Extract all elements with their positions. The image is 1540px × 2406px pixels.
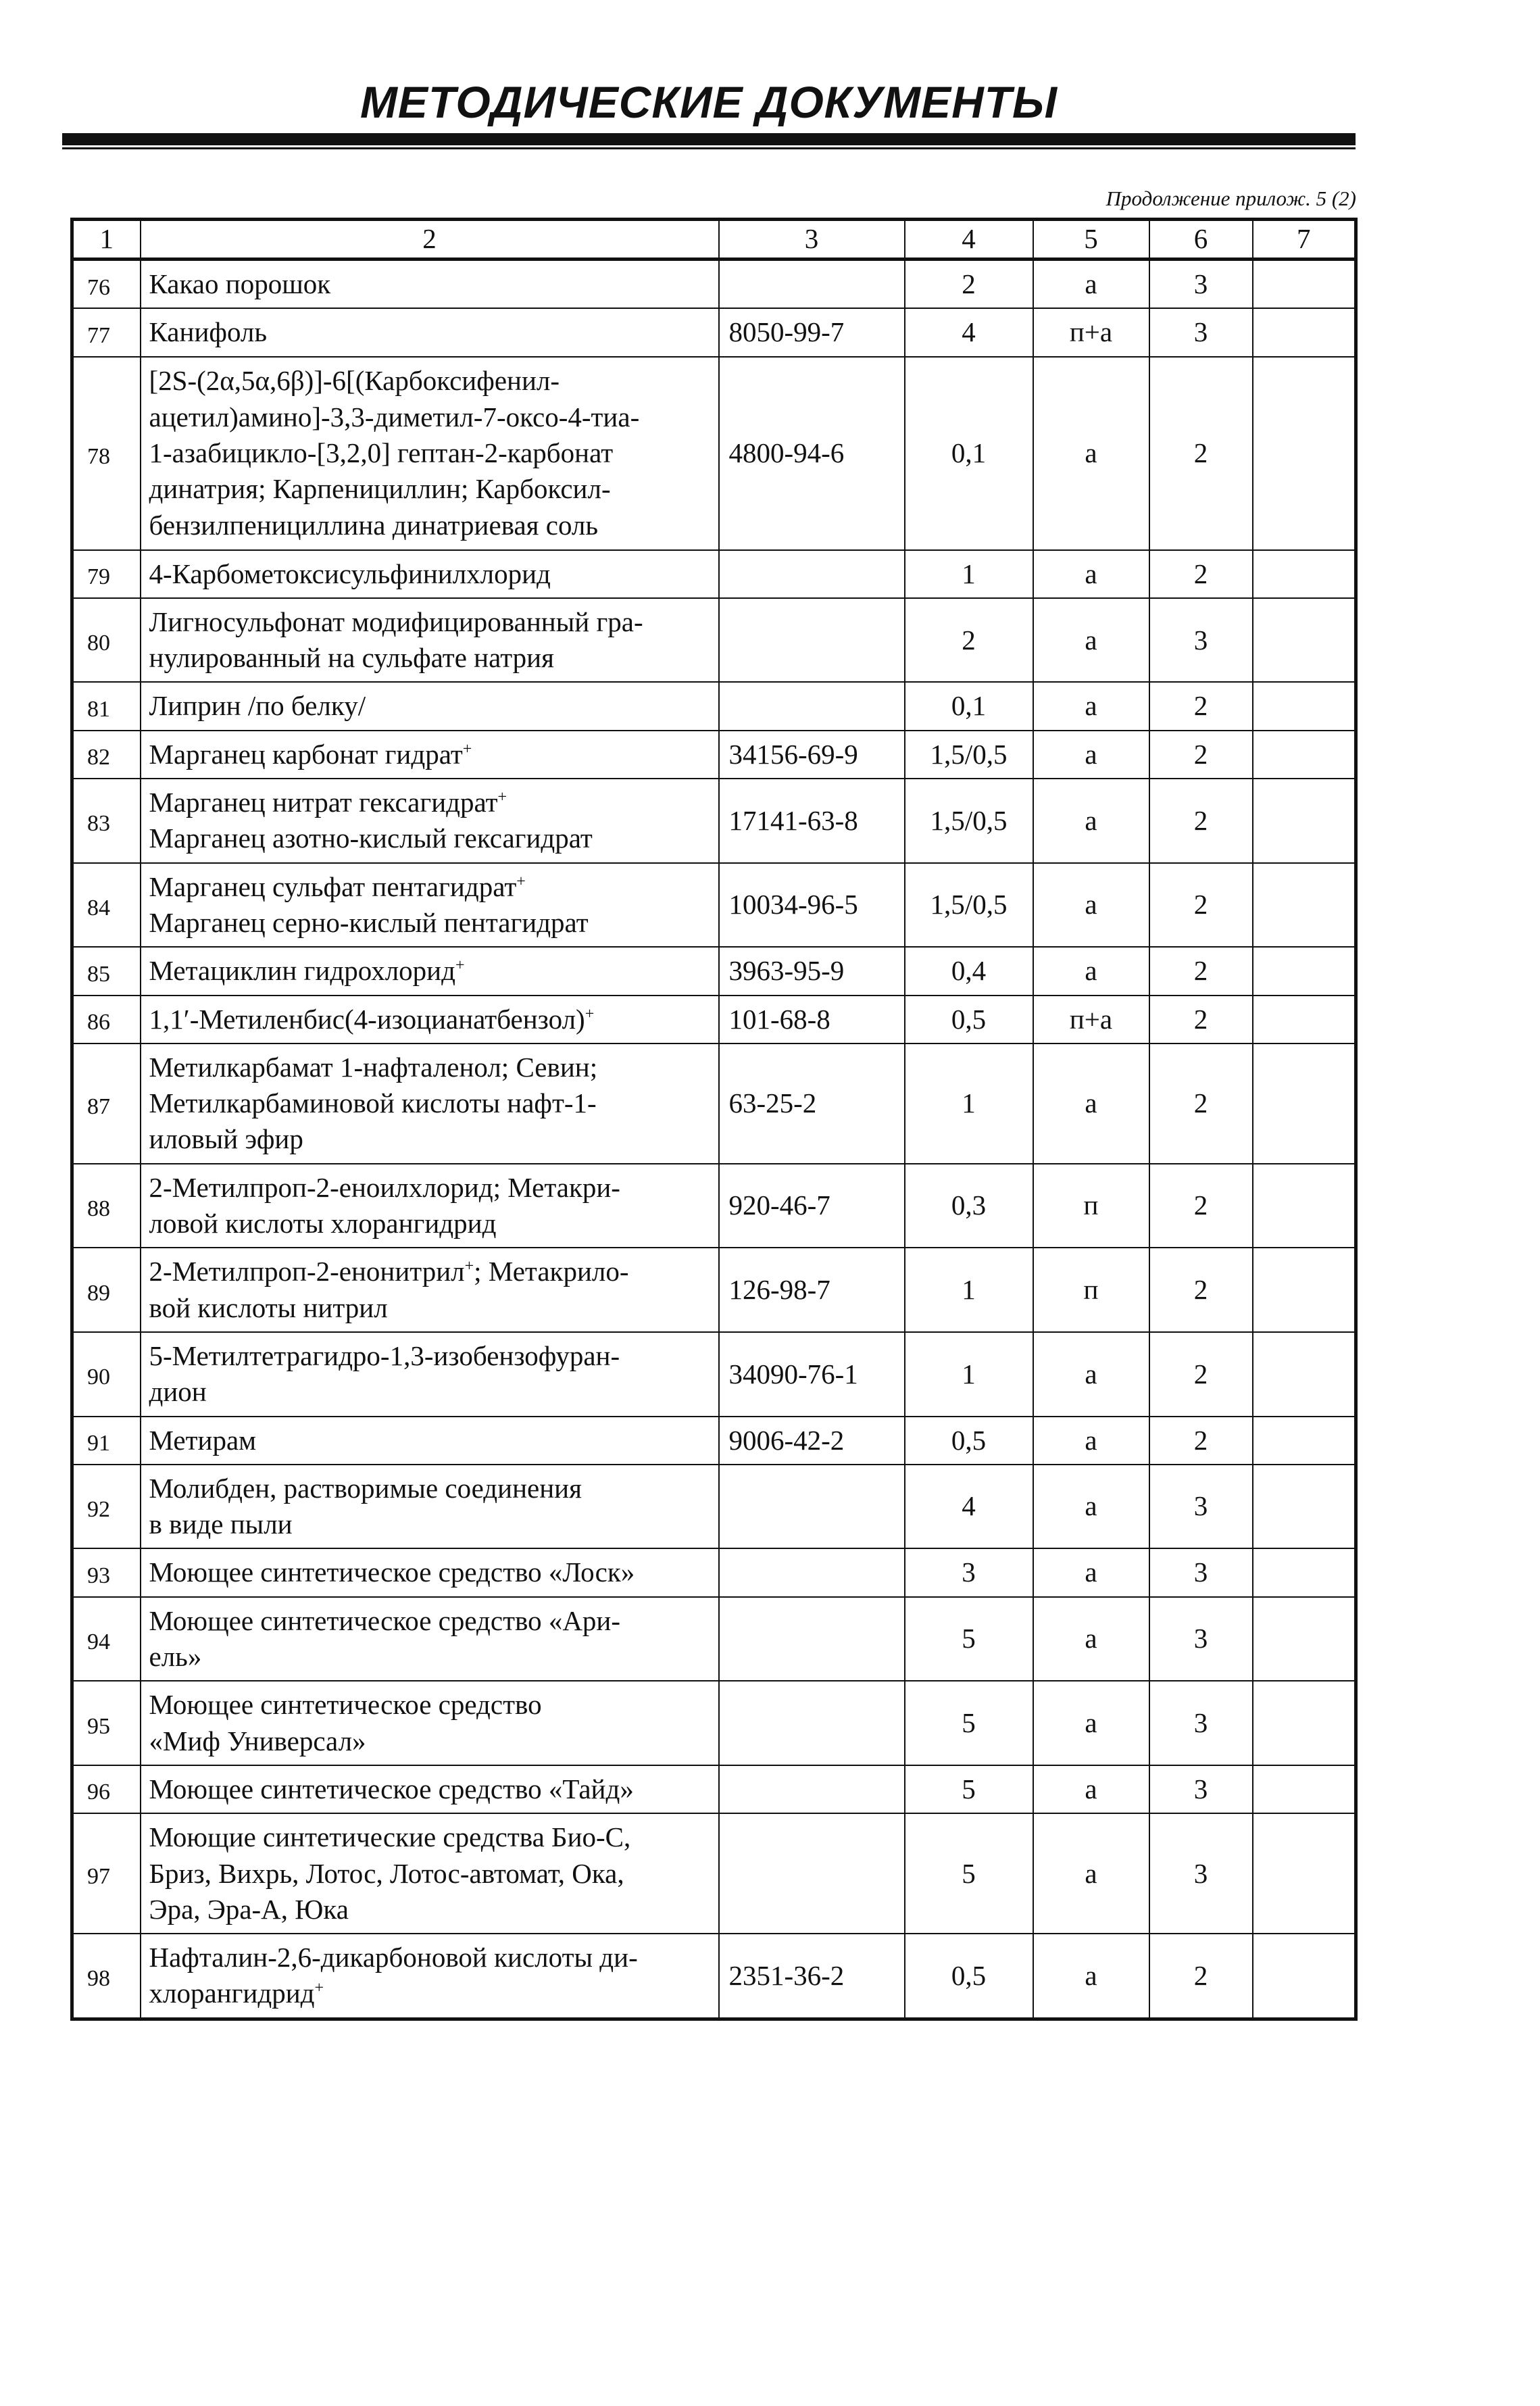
substance-name-line: Моющие синтетические средства Био-С,	[149, 1821, 631, 1853]
aggregate-state: а	[1033, 1044, 1149, 1164]
cas-number: 920-46-7	[719, 1164, 905, 1248]
hazard-class: 3	[1149, 1597, 1253, 1681]
row-number: 92	[72, 1465, 141, 1549]
column-header: 5	[1033, 220, 1149, 260]
aggregate-state: а	[1033, 1934, 1149, 2019]
row-number: 90	[72, 1332, 141, 1417]
table-row	[72, 308, 1356, 356]
note-cell	[1253, 1681, 1356, 1765]
substance-name-line: Бриз, Вихрь, Лотос, Лотос-автомат, Ока,	[149, 1857, 624, 1889]
substance-name-line: ловой кислоты хлорангидрид	[149, 1208, 497, 1239]
hazard-class: 2	[1149, 947, 1253, 995]
mac-value: 1,5/0,5	[905, 779, 1033, 863]
substance-name-line: Какао порошок	[149, 268, 331, 299]
substance-name-line: Канифоль	[149, 316, 268, 348]
note-cell	[1253, 996, 1356, 1044]
table-row	[72, 1248, 1356, 1332]
hazard-class: 3	[1149, 1465, 1253, 1549]
substance-name-line: вой кислоты нитрил	[149, 1292, 388, 1323]
note-cell	[1253, 1597, 1356, 1681]
row-number: 95	[72, 1681, 141, 1765]
mac-value: 0,5	[905, 1417, 1033, 1465]
note-cell	[1253, 1164, 1356, 1248]
cas-number	[719, 1765, 905, 1813]
substance-name	[141, 1681, 719, 1765]
row-number: 88	[72, 1164, 141, 1248]
note-cell	[1253, 1765, 1356, 1813]
row-number: 89	[72, 1248, 141, 1332]
substance-name	[141, 1332, 719, 1417]
aggregate-state: а	[1033, 1417, 1149, 1465]
substance-name	[141, 1934, 719, 2019]
note-cell	[1253, 863, 1356, 948]
note-cell	[1253, 1934, 1356, 2019]
hazard-class: 2	[1149, 1248, 1253, 1332]
substance-name	[141, 682, 719, 730]
substance-name-line: Эра, Эра-А, Юка	[149, 1893, 349, 1925]
hazard-class: 2	[1149, 996, 1253, 1044]
substance-name-line: Марганец нитрат гексагидрат+	[149, 787, 507, 818]
cas-number: 4800-94-6	[719, 357, 905, 550]
cas-number: 9006-42-2	[719, 1417, 905, 1465]
substance-name-line: ель»	[149, 1641, 202, 1673]
cas-number: 17141-63-8	[719, 779, 905, 863]
note-cell	[1253, 1044, 1356, 1164]
aggregate-state: а	[1033, 863, 1149, 948]
substance-name-line: ацетил)амино]-3,3-диметил-7-оксо-4-тиа-	[149, 401, 640, 433]
mac-value: 5	[905, 1597, 1033, 1681]
substance-name-line: Моющее синтетическое средство «Лоск»	[149, 1556, 635, 1588]
aggregate-state: а	[1033, 1813, 1149, 1934]
aggregate-state: а	[1033, 779, 1149, 863]
cas-number: 3963-95-9	[719, 947, 905, 995]
substance-name-line: Метилкарбаминовой кислоты нафт-1-	[149, 1087, 597, 1119]
hazard-class: 3	[1149, 1765, 1253, 1813]
aggregate-state: а	[1033, 1332, 1149, 1417]
table-row	[72, 731, 1356, 779]
cas-number: 8050-99-7	[719, 308, 905, 356]
substance-name-line: дион	[149, 1376, 207, 1408]
mac-value: 0,3	[905, 1164, 1033, 1248]
substance-name	[141, 1044, 719, 1164]
substance-name	[141, 1765, 719, 1813]
substance-name	[141, 1548, 719, 1596]
table-row	[72, 1765, 1356, 1813]
table-row	[72, 550, 1356, 598]
aggregate-state: а	[1033, 1681, 1149, 1765]
cas-number	[719, 1465, 905, 1549]
note-cell	[1253, 357, 1356, 550]
substance-name-line: динатрия; Карпенициллин; Карбоксил-	[149, 473, 611, 505]
hazard-class: 3	[1149, 598, 1253, 683]
table-body	[72, 260, 1356, 2019]
hazard-class: 2	[1149, 682, 1253, 730]
substance-name	[141, 1597, 719, 1681]
column-header: 2	[141, 220, 719, 260]
table-row	[72, 996, 1356, 1044]
hazard-class: 2	[1149, 779, 1253, 863]
table-row	[72, 779, 1356, 863]
row-number: 94	[72, 1597, 141, 1681]
hazard-class: 2	[1149, 1934, 1253, 2019]
substance-name	[141, 1813, 719, 1934]
table-row	[72, 1164, 1356, 1248]
aggregate-state: п+а	[1033, 308, 1149, 356]
substance-name-line: Моющее синтетическое средство	[149, 1689, 542, 1721]
cas-number	[719, 1813, 905, 1934]
cas-number: 34090-76-1	[719, 1332, 905, 1417]
cas-number	[719, 1681, 905, 1765]
hazard-class: 2	[1149, 357, 1253, 550]
page-header: МЕТОДИЧЕСКИЕ ДОКУМЕНТЫ	[359, 77, 1058, 127]
hazard-class: 2	[1149, 863, 1253, 948]
substances-table	[70, 218, 1358, 2021]
substance-name-line: 1,1′-Метиленбис(4-изоцианатбензол)+	[149, 1003, 595, 1035]
hazard-class: 2	[1149, 1164, 1253, 1248]
table-row	[72, 1681, 1356, 1765]
row-number: 96	[72, 1765, 141, 1813]
hazard-class: 3	[1149, 308, 1253, 356]
substance-name-line: нулированный на сульфате натрия	[149, 642, 554, 674]
hazard-class: 3	[1149, 1548, 1253, 1596]
note-cell	[1253, 1248, 1356, 1332]
substance-name-line: Марганец сульфат пентагидрат+	[149, 870, 526, 902]
table-row	[72, 1813, 1356, 1934]
table-row	[72, 1597, 1356, 1681]
row-number: 93	[72, 1548, 141, 1596]
substance-name	[141, 260, 719, 309]
substance-name	[141, 947, 719, 995]
hazard-class: 2	[1149, 731, 1253, 779]
substance-name	[141, 1164, 719, 1248]
continuation-note: Продолжение прилож. 5 (2)	[1106, 187, 1356, 210]
substance-name	[141, 863, 719, 948]
mac-value: 1	[905, 1248, 1033, 1332]
column-header: 7	[1253, 220, 1356, 260]
aggregate-state: а	[1033, 682, 1149, 730]
substance-name-line: Метилкарбамат 1-нафталенол; Севин;	[149, 1051, 598, 1083]
column-header: 3	[719, 220, 905, 260]
substance-name-line: 5-Метилтетрагидро-1,3-изобензофуран-	[149, 1340, 620, 1371]
table-row	[72, 357, 1356, 550]
row-number: 79	[72, 550, 141, 598]
substance-name-line: 2-Метилпроп-2-енонитрил+; Метакрило-	[149, 1256, 629, 1287]
aggregate-state: п	[1033, 1248, 1149, 1332]
cas-number	[719, 598, 905, 683]
row-number: 78	[72, 357, 141, 550]
hazard-class: 3	[1149, 260, 1253, 309]
aggregate-state: а	[1033, 1765, 1149, 1813]
substance-name-line: Моющее синтетическое средство «Тайд»	[149, 1773, 634, 1804]
hazard-class: 3	[1149, 1681, 1253, 1765]
substance-name-line: иловый эфир	[149, 1123, 303, 1155]
substance-name	[141, 731, 719, 779]
mac-value: 0,5	[905, 996, 1033, 1044]
cas-number	[719, 1548, 905, 1596]
mac-value: 1	[905, 1044, 1033, 1164]
substance-name-line: Метациклин гидрохлорид+	[149, 955, 465, 987]
aggregate-state: а	[1033, 947, 1149, 995]
substance-name-line: 4-Карбометоксисульфинилхлорид	[149, 558, 551, 589]
substance-name-line: Липрин /по белку/	[149, 690, 366, 722]
substance-name	[141, 996, 719, 1044]
substance-name-line: [2S-(2α,5α,6β)]-6[(Карбоксифенил-	[149, 365, 560, 397]
mac-value: 0,1	[905, 357, 1033, 550]
hazard-class: 2	[1149, 550, 1253, 598]
cas-number	[719, 1597, 905, 1681]
row-number: 81	[72, 682, 141, 730]
substance-name-line: Лигносульфонат модифицированный гра-	[149, 606, 643, 637]
row-number: 86	[72, 996, 141, 1044]
row-number: 91	[72, 1417, 141, 1465]
substance-name	[141, 598, 719, 683]
substance-name-line: Марганец азотно-кислый гексагидрат	[149, 823, 593, 854]
row-number: 85	[72, 947, 141, 995]
mac-value: 2	[905, 598, 1033, 683]
aggregate-state: а	[1033, 1465, 1149, 1549]
column-number-row	[72, 220, 1356, 260]
cas-number: 63-25-2	[719, 1044, 905, 1164]
mac-value: 5	[905, 1813, 1033, 1934]
note-cell	[1253, 308, 1356, 356]
hazard-class: 2	[1149, 1417, 1253, 1465]
column-header: 4	[905, 220, 1033, 260]
cas-number	[719, 260, 905, 309]
table-row	[72, 1332, 1356, 1417]
cas-number	[719, 682, 905, 730]
hazard-class: 2	[1149, 1332, 1253, 1417]
table-row	[72, 598, 1356, 683]
substance-name	[141, 779, 719, 863]
cas-number: 10034-96-5	[719, 863, 905, 948]
note-cell	[1253, 1417, 1356, 1465]
substance-name	[141, 308, 719, 356]
row-number: 84	[72, 863, 141, 948]
row-number: 87	[72, 1044, 141, 1164]
note-cell	[1253, 1548, 1356, 1596]
table-row	[72, 1934, 1356, 2019]
cas-number: 34156-69-9	[719, 731, 905, 779]
aggregate-state: п	[1033, 1164, 1149, 1248]
row-number: 80	[72, 598, 141, 683]
substance-name-line: в виде пыли	[149, 1508, 293, 1540]
substance-name-line: 2-Метилпроп-2-еноилхлорид; Метакри-	[149, 1171, 620, 1203]
aggregate-state: п+а	[1033, 996, 1149, 1044]
note-cell	[1253, 779, 1356, 863]
row-number: 77	[72, 308, 141, 356]
aggregate-state: а	[1033, 260, 1149, 309]
aggregate-state: а	[1033, 357, 1149, 550]
note-cell	[1253, 1332, 1356, 1417]
aggregate-state: а	[1033, 731, 1149, 779]
aggregate-state: а	[1033, 550, 1149, 598]
substance-name-line: Нафталин-2,6-дикарбоновой кислоты ди-	[149, 1942, 638, 1973]
substance-name	[141, 357, 719, 550]
row-number: 97	[72, 1813, 141, 1934]
mac-value: 4	[905, 1465, 1033, 1549]
row-number: 82	[72, 731, 141, 779]
note-cell	[1253, 550, 1356, 598]
note-cell	[1253, 731, 1356, 779]
cas-number: 2351-36-2	[719, 1934, 905, 2019]
substance-name	[141, 1417, 719, 1465]
aggregate-state: а	[1033, 1548, 1149, 1596]
table-row	[72, 682, 1356, 730]
substance-name	[141, 1465, 719, 1549]
note-cell	[1253, 1465, 1356, 1549]
mac-value: 1	[905, 550, 1033, 598]
substance-name	[141, 550, 719, 598]
substance-name-line: «Миф Универсал»	[149, 1725, 366, 1757]
note-cell	[1253, 947, 1356, 995]
aggregate-state: а	[1033, 1597, 1149, 1681]
cas-number: 126-98-7	[719, 1248, 905, 1332]
mac-value: 2	[905, 260, 1033, 309]
hazard-class: 3	[1149, 1813, 1253, 1934]
substance-name	[141, 1248, 719, 1332]
table-row	[72, 1417, 1356, 1465]
note-cell	[1253, 598, 1356, 683]
substance-name-line: Марганец серно-кислый пентагидрат	[149, 906, 589, 938]
table-row	[72, 863, 1356, 948]
substance-name-line: Моющее синтетическое средство «Ари-	[149, 1604, 621, 1636]
table-row	[72, 260, 1356, 309]
cas-number: 101-68-8	[719, 996, 905, 1044]
row-number: 76	[72, 260, 141, 309]
substance-name-line: Марганец карбонат гидрат+	[149, 738, 472, 770]
mac-value: 5	[905, 1681, 1033, 1765]
table-row	[72, 1044, 1356, 1164]
aggregate-state: а	[1033, 598, 1149, 683]
substance-name-line: 1-азабицикло-[3,2,0] гептан-2-карбонат	[149, 437, 614, 468]
column-header: 6	[1149, 220, 1253, 260]
mac-value: 0,4	[905, 947, 1033, 995]
row-number: 98	[72, 1934, 141, 2019]
header-rule-thin	[62, 147, 1356, 149]
table-row	[72, 947, 1356, 995]
column-header: 1	[72, 220, 141, 260]
hazard-class: 2	[1149, 1044, 1253, 1164]
substance-name-line: Молибден, растворимые соединения	[149, 1472, 582, 1504]
cas-number	[719, 550, 905, 598]
substance-name-line: бензилпенициллина динатриевая соль	[149, 509, 599, 541]
table-row	[72, 1465, 1356, 1549]
mac-value: 0,5	[905, 1934, 1033, 2019]
mac-value: 5	[905, 1765, 1033, 1813]
note-cell	[1253, 260, 1356, 309]
substance-name-line: Метирам	[149, 1424, 257, 1456]
mac-value: 1	[905, 1332, 1033, 1417]
mac-value: 3	[905, 1548, 1033, 1596]
header-rule-thick	[62, 133, 1356, 145]
note-cell	[1253, 682, 1356, 730]
mac-value: 0,1	[905, 682, 1033, 730]
row-number: 83	[72, 779, 141, 863]
mac-value: 1,5/0,5	[905, 731, 1033, 779]
mac-value: 4	[905, 308, 1033, 356]
mac-value: 1,5/0,5	[905, 863, 1033, 948]
substance-name-line: хлорангидрид+	[149, 1978, 324, 2009]
table-row	[72, 1548, 1356, 1596]
note-cell	[1253, 1813, 1356, 1934]
